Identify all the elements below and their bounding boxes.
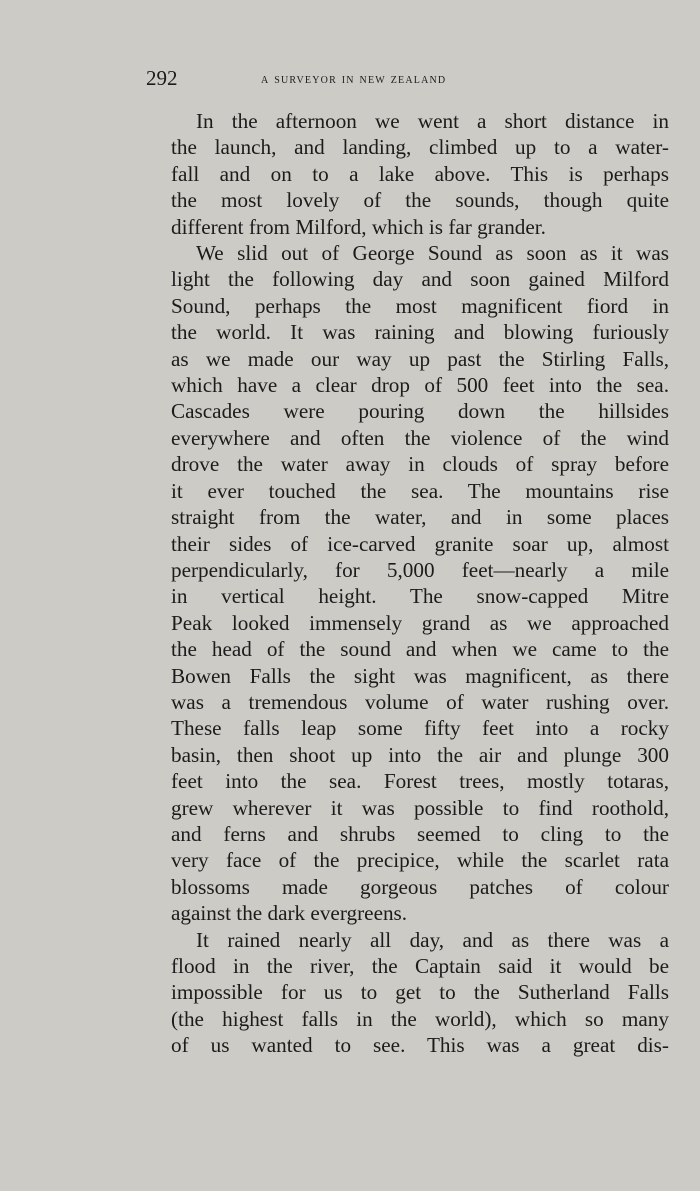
text-line: We slid out of George Sound as soon as it was — [196, 241, 669, 266]
text-line: as we made our way up past the Stirling Falls, — [171, 346, 669, 371]
text-line: perpendicularly, for 5,000 feet—nearly a mile — [171, 557, 669, 582]
text-line: their sides of ice-carved granite soar up, almost — [171, 531, 669, 556]
text-line: the head of the sound and when we came to the — [171, 637, 669, 662]
text-line: basin, then shoot up into the air and plunge 300 — [171, 742, 669, 767]
text-line: Sound, perhaps the most magnificent fiord in — [171, 293, 669, 318]
running-title: a surveyor in new zealand — [261, 71, 447, 87]
text-line: flood in the river, the Captain said it would be — [171, 954, 669, 978]
text-line: the world. It was raining and blowing furiously — [171, 320, 669, 345]
text-line: different from Milford, which is far grander. — [171, 214, 546, 239]
text-line: (the highest falls in the world), which so many — [171, 1006, 669, 1031]
text-line: It rained nearly all day, and as there was a — [196, 927, 669, 952]
paragraph — [146, 108, 669, 240]
text-line: grew wherever it was possible to find roothold, — [171, 795, 669, 820]
text-line: everywhere and often the violence of the wind — [171, 425, 669, 450]
text-line: Bowen Falls the sight was magnificent, as there — [171, 663, 669, 688]
text-line: In the afternoon we went a short distance in — [196, 109, 669, 133]
text-line: fall and on to a lake above. This is perhaps — [171, 161, 669, 186]
page-number: 292 — [146, 66, 178, 90]
text-line: blossoms made gorgeous patches of colour — [171, 874, 669, 899]
paragraph — [146, 927, 669, 1059]
text-line: the launch, and landing, climbed up to a water- — [171, 135, 669, 160]
body-text — [146, 108, 669, 1059]
text-line: Peak looked immensely grand as we approached — [171, 610, 669, 635]
text-line: the most lovely of the sounds, though quite — [171, 188, 669, 213]
text-line: against the dark evergreens. — [171, 901, 408, 926]
text-line: of us wanted to see. This was a great dis- — [171, 1033, 669, 1058]
text-line: very face of the precipice, while the scarlet rata — [171, 848, 669, 873]
book-page — [146, 64, 669, 1059]
text-line: was a tremendous volume of water rushing over. — [171, 689, 669, 714]
text-line: in vertical height. The snow-capped Mitre — [171, 584, 669, 609]
running-head — [146, 64, 669, 94]
text-line: it ever touched the sea. The mountains rise — [171, 478, 669, 503]
text-line: which have a clear drop of 500 feet into the sea. — [171, 373, 669, 398]
text-line: and ferns and shrubs seemed to cling to the — [171, 821, 669, 846]
text-line: Cascades were pouring down the hillsides — [171, 399, 669, 424]
paragraph — [146, 240, 669, 927]
text-line: drove the water away in clouds of spray before — [171, 452, 669, 477]
text-line: straight from the water, and in some places — [171, 505, 669, 530]
text-line: impossible for us to get to the Sutherland Falls — [171, 980, 669, 1005]
text-line: These falls leap some fifty feet into a rocky — [171, 716, 669, 741]
text-line: feet into the sea. Forest trees, mostly totaras, — [171, 769, 669, 794]
text-line: light the following day and soon gained Milford — [171, 267, 669, 292]
